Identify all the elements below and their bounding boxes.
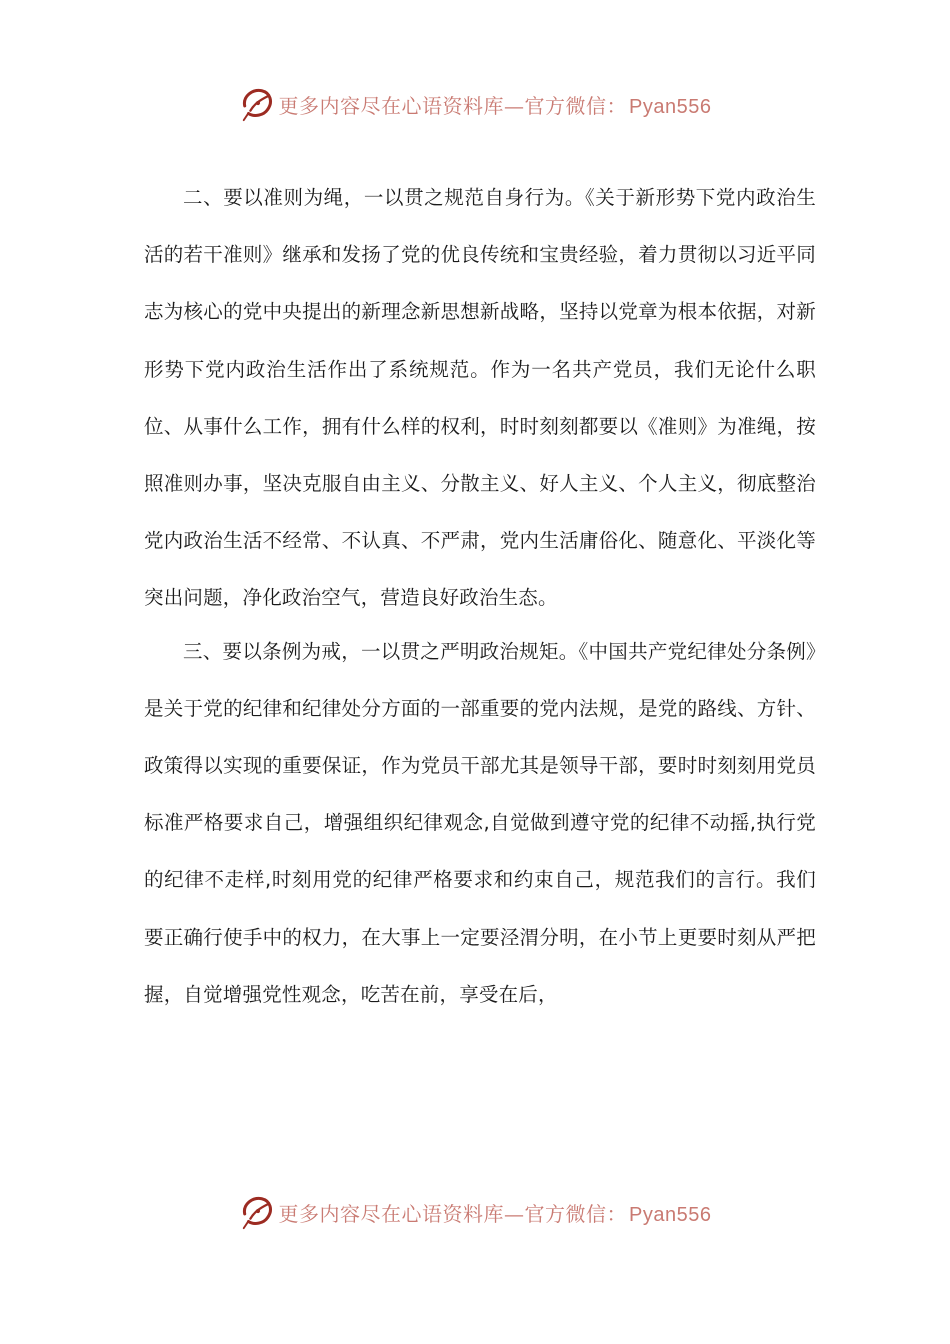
header-banner-label: 更多内容尽在心语资料库—官方微信： [278,93,628,118]
footer-wechat-id: Pyan556 [629,1203,712,1226]
brush-logo-icon [239,1193,277,1231]
header-banner [0,82,950,126]
footer-banner-text [279,1198,712,1227]
footer-banner [0,1190,950,1234]
paragraph-2: 二、要以准则为绳，一以贯之规范自身行为。《关于新形势下党内政治生活的若干准则》继承和发扬了党的优良传统和宝贵经验，着力贯彻以习近平同志为核心的党中央提出的新理念新思想新战略，坚持以党章为根本依据，对新形势下党内政治生活作出了系统规范。作为一名共产党员，我们无论什么职位、从事什么工作，拥有什么样的权利，时时刻刻都要以《准则》为准绳，按照准则办事，坚决克服自由主义、分散主义、好人主义、个人主义，彻底整治党内政治生活不经常、不认真、不严肃，党内生活庸俗化、随意化、平淡化等突出问题，净化政治空气，营造良好政治生态。 [144,186,816,610]
footer-banner-label: 更多内容尽在心语资料库—官方微信： [278,1201,628,1226]
header-banner-text [279,90,712,119]
document-body [144,169,816,1023]
paragraph-3: 三、要以条例为戒，一以贯之严明政治规矩。《中国共产党纪律处分条例》是关于党的纪律和纪律处分方面的一部重要的党内法规，是党的路线、方针、政策得以实现的重要保证，作为党员干部尤其是领导干部，要时时刻刻用党员标准严格要求自己，增强组织纪律观念,自觉做到遵守党的纪律不动摇,执行党的纪律不走样,时刻用党的纪律严格要求和约束自己，规范我们的言行。我们要正确行使手中的权力，在大事上一定要泾渭分明，在小节上更要时刻从严把握，自觉增强党性观念，吃苦在前，享受在后， [144,639,816,1006]
header-wechat-id: Pyan556 [629,95,712,118]
brush-logo-icon [239,85,277,123]
